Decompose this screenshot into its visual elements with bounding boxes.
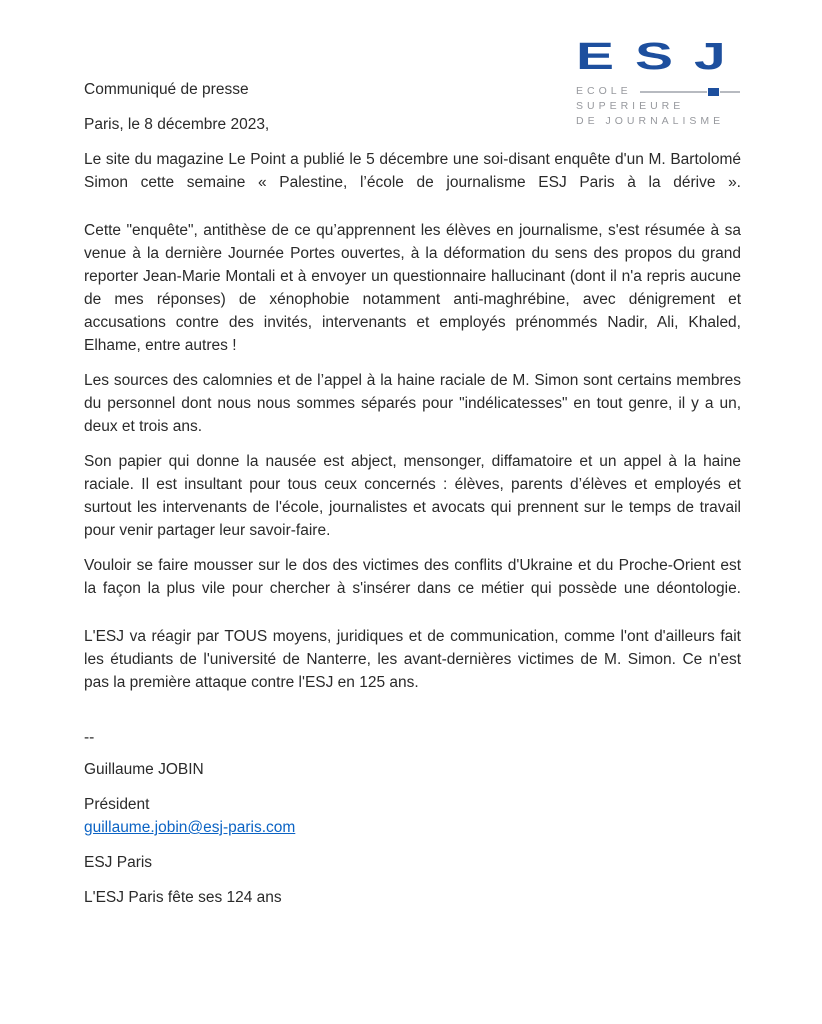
dateline: Paris, le 8 décembre 2023,: [84, 116, 270, 133]
paragraph-victimes: Vouloir se faire mousser sur le dos des victimes des conflits d'Ukraine et du Proche-Orient est la façon la plus vile pour chercher à s'insérer dans ce métier qui possède une déontologie.: [84, 557, 741, 597]
paragraph-enquete: Cette "enquête", antithèse de ce qu’apprennent les élèves en journalisme, s'est résumée à sa venue à la dernière Journée Portes ouvertes, à la déformation du sens des propos du grand reporter Jean-Marie Montali et à envoyer un questionnaire hallucinant (dont il n'a repris aucune de mes réponses) de xénophobie notamment anti-maghrébine, avec dénigrement et accusations contre des invités, intervenants et employés prénommés Nadir, Ali, Khaled, Elhame, entre autres !: [84, 222, 741, 354]
logo-line-superieure: SUPERIEURE: [576, 100, 685, 112]
paragraph-reaction: L'ESJ va réagir par TOUS moyens, juridiques et de communication, comme l'ont d'ailleurs fait les étudiants de l'université de Nanterre, les avant-dernières victimes de M. Simon. Ce n'est pas la première attaque contre l'ESJ en 125 ans.: [84, 628, 741, 691]
paragraph-sources: Les sources des calomnies et de l’appel à la haine raciale de M. Simon sont certains membres du personnel dont nous nous sommes séparés pour "indélicatesses" en tout genre, il y a un, deux et trois ans.: [84, 372, 741, 435]
kicker: Communiqué de presse: [84, 81, 249, 98]
signature-tagline: L'ESJ Paris fête ses 124 ans: [84, 889, 282, 906]
paragraph-papier: Son papier qui donne la nausée est abject, mensonger, diffamatoire et un appel à la haine raciale. Il est insultant pour tous ceux concernés : élèves, parents d’élèves et employés et surtout les intervenants de l'école, journalistes et avocats qui prennent sur le temps de travail pour venir partager leur savoir-faire.: [84, 453, 741, 539]
document-body: [84, 78, 741, 921]
signature-title: Président: [84, 796, 150, 813]
paragraph-intro: Le site du magazine Le Point a publié le 5 décembre une soi-disant enquête d'un M. Bartolomé Simon cette semaine « Palestine, l’école de journalisme ESJ Paris à la dérive ».: [84, 151, 741, 191]
signature-name: Guillaume JOBIN: [84, 761, 204, 778]
email-link[interactable]: guillaume.jobin@esj-paris.com: [84, 819, 296, 836]
logo-line-journalisme: DE JOURNALISME: [576, 115, 725, 127]
signature-org: ESJ Paris: [84, 854, 153, 871]
signature-separator: --: [84, 729, 95, 746]
esj-logo-wordmark: ESJ: [576, 36, 747, 78]
logo-line-ecole: ECOLE: [576, 85, 632, 97]
